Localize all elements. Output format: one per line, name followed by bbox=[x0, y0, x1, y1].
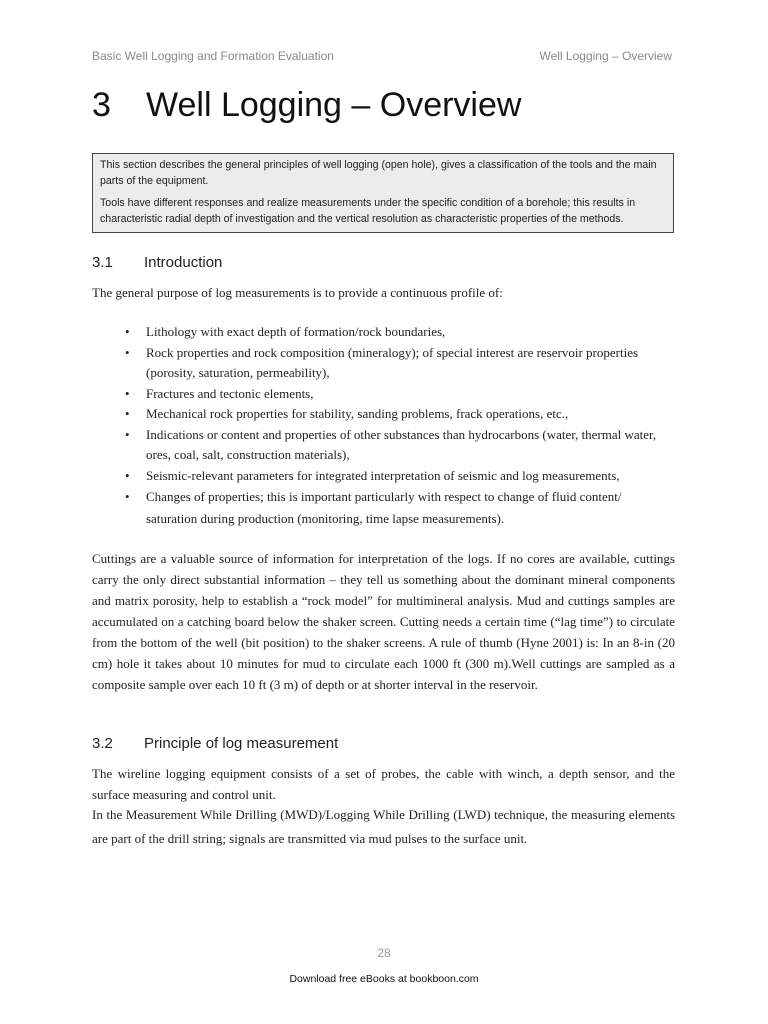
intro-text: The general purpose of log measurements is to provide a continuous profile of: bbox=[92, 285, 503, 300]
section-title: Principle of log measurement bbox=[144, 735, 339, 752]
running-header-right: Well Logging – Overview bbox=[539, 49, 672, 63]
chapter-number: 3 bbox=[92, 86, 111, 124]
page-number: 28 bbox=[377, 946, 391, 960]
chapter-abstract-box bbox=[92, 153, 674, 233]
principle-paragraphs bbox=[92, 763, 675, 851]
mwd-lwd-paragraph: In the Measurement While Drilling (MWD)/Logging While Drilling (LWD) technique, the measuring elements are part of the drill string; signals are transmitted via mud pulses to the surface unit. bbox=[92, 807, 675, 846]
running-header-left: Basic Well Logging and Formation Evaluation bbox=[92, 49, 334, 63]
bullet-icon: • bbox=[125, 385, 130, 401]
list-item bbox=[125, 384, 675, 405]
chapter-title: Well Logging – Overview bbox=[146, 86, 522, 124]
intro-paragraph bbox=[92, 282, 675, 303]
wireline-paragraph: The wireline logging equipment consists of a set of probes, the cable with winch, a depth sensor, and the surface measuring and control unit. bbox=[92, 766, 675, 802]
abstract-paragraph-2: Tools have different responses and realize measurements under the specific condition of a borehole; this results in characteristic radial depth of investigation and the vertical resolution as characteristic properties of the methods. bbox=[100, 197, 636, 225]
footer-download-note: Download free eBooks at bookboon.com bbox=[289, 973, 479, 985]
list-item-text: Indications or content and properties of other substances than hydrocarbons (water, thermal water, ores, coal, salt, construction materials), bbox=[146, 426, 657, 462]
list-item bbox=[125, 343, 675, 384]
list-item-text: Seismic-relevant parameters for integrated interpretation of seismic and log measurements, bbox=[146, 467, 620, 483]
bullet-icon: • bbox=[125, 489, 130, 504]
section-title: Introduction bbox=[144, 254, 223, 271]
list-item-text: Changes of properties; this is important particularly with respect to change of fluid content/ saturation during production (monitoring, time lapse measurements). bbox=[146, 489, 622, 526]
cuttings-paragraph bbox=[92, 548, 675, 695]
list-item bbox=[125, 425, 675, 466]
list-item-text: Lithology with exact depth of formation/rock boundaries, bbox=[146, 324, 446, 339]
cuttings-text: Cuttings are a valuable source of information for interpretation of the logs. If no cores are available, cuttings carry the only direct substantial information – they tell us something about the dominant mineral components and matrix porosity, help to establish a “rock model” for multimineral analysis. Mud and cuttings samples are accumulated on a catching board below the shaker screen. Cutting needs a certain time (“lag time”) to circulate from the bottom of the well (bit position) to the shaker screens. A rule of thumb (Hyne 2001) is: In an 8-in (20 cm) hole it takes about 10 minutes for mud to circulate each 1000 ft (300 m).Well cuttings are sampled as a composite sample over each 10 ft (3 m) of depth or at shorter interval in the reservoir. bbox=[92, 551, 675, 692]
section-number: 3.2 bbox=[92, 735, 113, 752]
section-number: 3.1 bbox=[92, 254, 113, 271]
abstract-paragraph-1: This section describes the general principles of well logging (open hole), gives a classification of the tools and the main parts of the equipment. bbox=[100, 159, 657, 187]
list-item bbox=[125, 322, 675, 343]
bullet-icon: • bbox=[125, 324, 130, 339]
list-item bbox=[125, 404, 675, 425]
section-heading-principle bbox=[92, 735, 338, 752]
chapter-heading bbox=[92, 86, 521, 125]
bullet-icon: • bbox=[125, 426, 130, 442]
list-item-text: Fractures and tectonic elements, bbox=[146, 385, 314, 401]
list-item-text: Mechanical rock properties for stability, sanding problems, frack operations, etc., bbox=[146, 406, 569, 421]
section-heading-introduction bbox=[92, 254, 222, 271]
bullet-icon: • bbox=[125, 406, 130, 421]
bullet-icon: • bbox=[125, 467, 130, 483]
purpose-bullet-list bbox=[125, 322, 675, 530]
list-item bbox=[125, 466, 675, 487]
list-item bbox=[125, 486, 675, 530]
bullet-icon: • bbox=[125, 344, 130, 360]
list-item-text: Rock properties and rock composition (mineralogy); of special interest are reservoir properties (porosity, saturation, permeability), bbox=[146, 344, 639, 380]
